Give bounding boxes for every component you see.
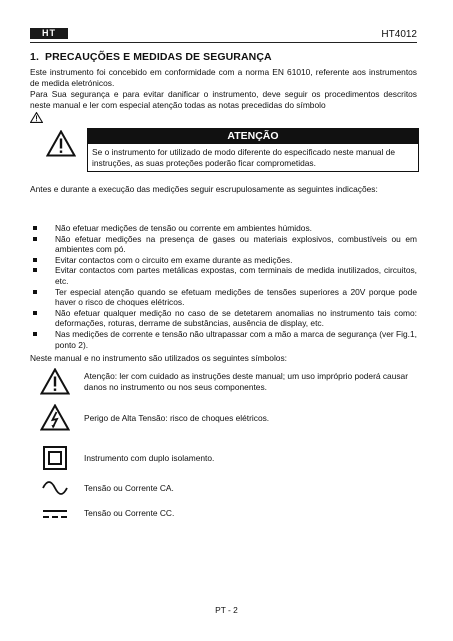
header-divider: [30, 42, 417, 43]
list-item: [30, 234, 417, 255]
bullet-square-icon: [33, 237, 37, 241]
list-item: [30, 287, 417, 308]
section-title: [30, 51, 272, 63]
list-item-text: Ter especial atenção quando se efetuam medições de tensões superiores a 20V porque pode haver o risco de choques elétricos.: [55, 286, 417, 308]
bullet-square-icon: [33, 268, 37, 272]
list-item-text: Evitar contactos com partes metálicas expostas, com terminais de medida inutilizados, circuitos, etc.: [55, 265, 417, 286]
symbol-description: Tensão ou Corrente CA.: [84, 483, 174, 493]
document-code: HT4012: [381, 29, 417, 40]
section-title-text: PRECAUÇÕES E MEDIDAS DE SEGURANÇA: [44, 51, 272, 63]
safety-bullet-list: [30, 223, 417, 350]
list-item-text: Evitar contactos com o circuito em exame durante as medições.: [55, 254, 293, 265]
symbols-intro-text: Neste manual e no instrumento são utilizados os seguintes símbolos:: [30, 353, 287, 363]
intro-paragraph-2: [30, 89, 417, 125]
section-number: 1.: [30, 51, 39, 63]
dc-icon: [40, 507, 70, 526]
ac-wave-icon: [40, 480, 70, 501]
list-item: [30, 329, 417, 350]
bullet-square-icon: [33, 311, 37, 315]
attention-heading: ATENÇÃO: [88, 129, 418, 144]
intro-paragraph-2-text: Para Sua segurança e para evitar danificar o instrumento, deve seguir os procedimentos descritos neste manual e ler com especial atenção todas as notas precedidas do símbolo: [30, 89, 417, 110]
list-item-text: Não efetuar medições na presença de gases ou materiais explosivos, combustíveis ou em ambientes com pó.: [55, 233, 417, 255]
symbol-description: Atenção: ler com cuidado as instruções deste manual; um uso impróprio poderá causar danos no instrumento ou nos seus componentes.: [84, 371, 409, 392]
list-item: [30, 223, 417, 234]
bullet-square-icon: [33, 290, 37, 294]
symbol-description: Instrumento com duplo isolamento.: [84, 453, 215, 463]
list-item-text: Não efetuar medições de tensão ou corrente em ambientes húmidos.: [55, 223, 312, 233]
attention-warning-icon: [46, 130, 76, 162]
list-item-text: Nas medições de corrente e tensão não ultrapassar com a mão a marca de segurança (ver Fig.1, ponto 2).: [55, 328, 417, 350]
warning-triangle-icon: [30, 112, 417, 126]
page-number: PT - 2: [215, 605, 238, 615]
list-item: [30, 265, 417, 286]
bullet-square-icon: [33, 332, 37, 336]
list-item: [30, 255, 417, 266]
before-measurements-text: Antes e durante a execução das medições seguir escrupulosamente as seguintes indicações:: [30, 184, 378, 194]
list-item-text: Não efetuar qualquer medição no caso de se detetarem anomalias no instrumento tais como: deformações, roturas, derrame de substâncias, ausência de display, etc.: [55, 307, 417, 329]
warning-triangle-icon: [40, 368, 70, 400]
high-voltage-icon: [40, 404, 70, 436]
list-item: [30, 308, 417, 329]
double-insulation-icon: [40, 445, 70, 477]
attention-box: [87, 128, 419, 172]
bullet-square-icon: [33, 226, 37, 230]
symbol-description: Perigo de Alta Tensão: risco de choques elétricos.: [84, 413, 270, 423]
brand-logo: HT: [30, 28, 68, 39]
intro-paragraph-1: Este instrumento foi concebido em conformidade com a norma EN 61010, referente aos instrumentos de medida eletrónicos.: [30, 67, 417, 88]
attention-text: Se o instrumento for utilizado de modo diferente do especificado neste manual de instruções, as suas proteções poderão ficar comprometidas.: [92, 147, 396, 168]
symbol-description: Tensão ou Corrente CC.: [84, 508, 175, 518]
bullet-square-icon: [33, 258, 37, 262]
